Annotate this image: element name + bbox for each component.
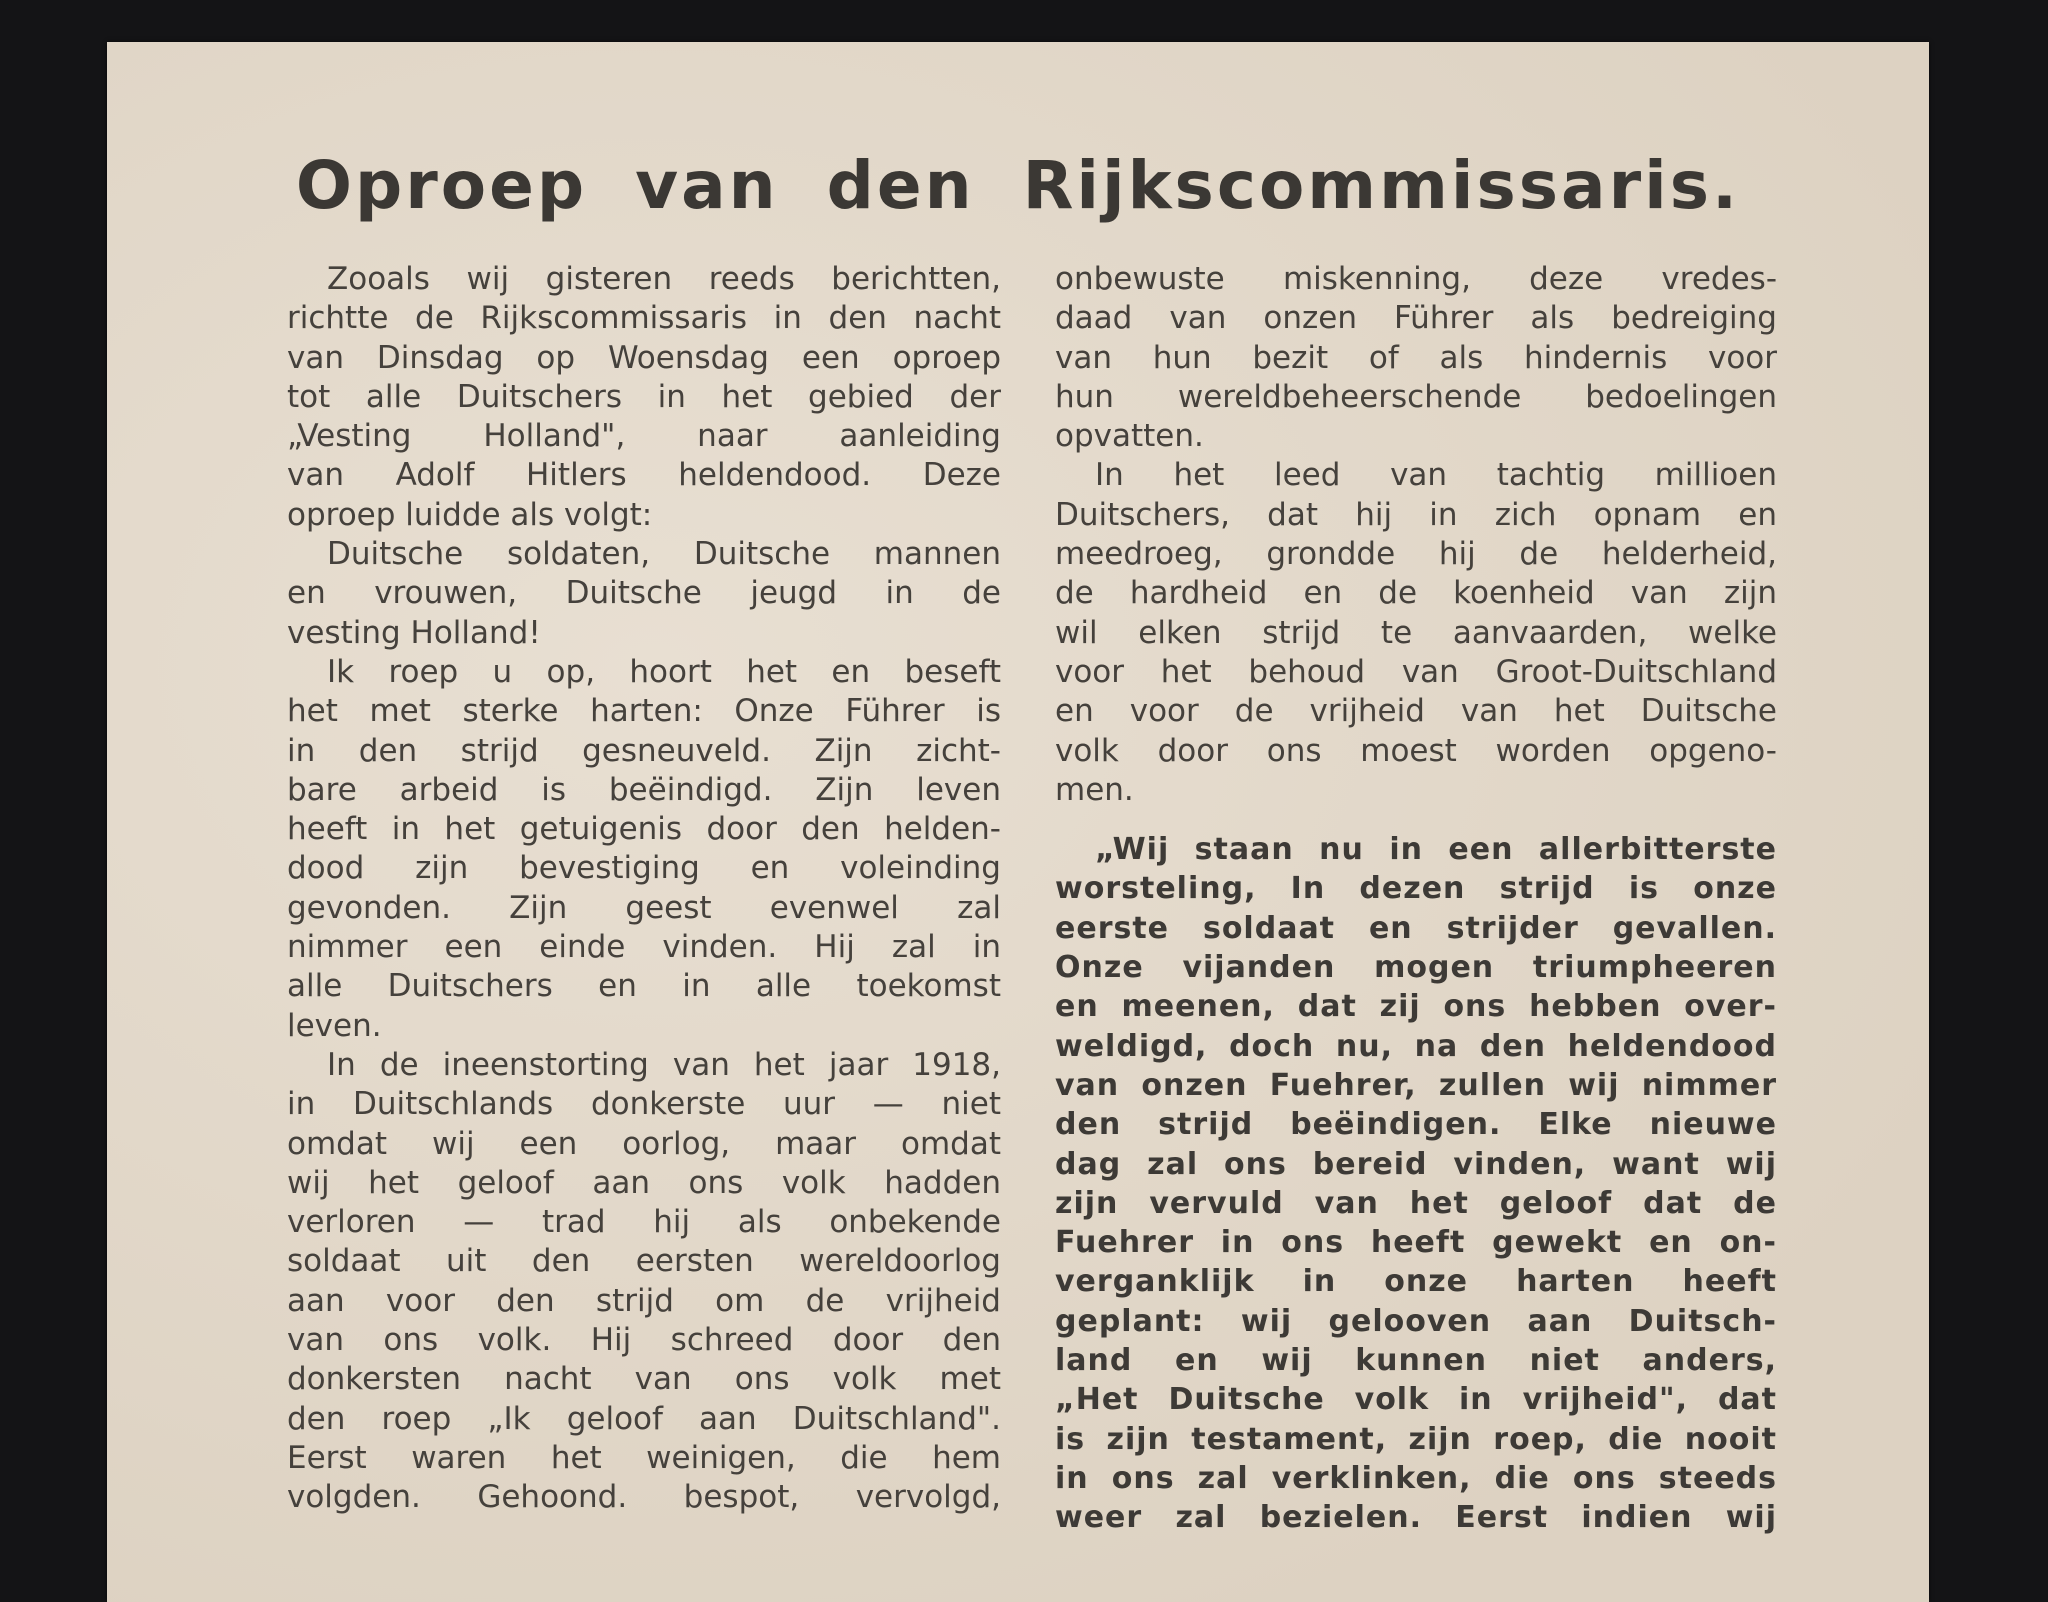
text-line: „Het Duitsche volk in vrijheid", dat [1055, 1382, 1777, 1418]
text-line: van ons volk. Hij schreed door den [287, 1322, 1001, 1359]
text-line: „Wij staan nu in een allerbitterste [1095, 832, 1777, 868]
text-line: verloren — trad hij als onbekende [287, 1204, 1001, 1241]
text-line: en vrouwen, Duitsche jeugd in de [287, 575, 1001, 612]
text-line: aan voor den strijd om de vrijheid [287, 1282, 1001, 1319]
text-line: in Duitschlands donkerste uur — niet [287, 1086, 1001, 1123]
text-line: alle Duitschers en in alle toekomst [287, 968, 1001, 1005]
text-line: donkersten nacht van ons volk met [287, 1361, 1001, 1398]
leaflet-page [107, 42, 1929, 1602]
text-line: soldaat uit den eersten wereldoorlog [287, 1243, 1001, 1280]
text-line: Onze vijanden mogen triumpheeren [1055, 950, 1777, 986]
text-line: dag zal ons bereid vinden, want wij [1055, 1146, 1777, 1182]
text-line: van Dinsdag op Woensdag een oproep [287, 339, 1001, 376]
text-line: zijn vervuld van het geloof dat de [1055, 1185, 1777, 1221]
text-line: dood zijn bevestiging en voleinding [287, 850, 1001, 887]
text-line: weer zal bezielen. Eerst indien wij [1055, 1500, 1777, 1536]
paragraph-gap [1055, 810, 1777, 830]
text-line: gevonden. Zijn geest evenwel zal [287, 889, 1001, 926]
text-line: voor het behoud van Groot-Duitschland [1055, 653, 1777, 690]
text-line: worsteling, In dezen strijd is onze [1055, 871, 1777, 907]
text-line: Duitschers, dat hij in zich opnam en [1055, 496, 1777, 533]
left-column [287, 260, 1001, 1518]
document-title: Oproep van den Rijkscommissaris. [295, 147, 1741, 224]
right-column [1055, 260, 1777, 1538]
text-line: verganklijk in onze harten heeft [1055, 1264, 1777, 1300]
text-line: de hardheid en de koenheid van zijn [1055, 575, 1777, 612]
text-line: het met sterke harten: Onze Führer is [287, 693, 1001, 730]
text-line: Eerst waren het weinigen, die hem [287, 1439, 1001, 1476]
text-line: opvatten. [1055, 418, 1204, 455]
text-line: en meenen, dat zij ons hebben over- [1055, 989, 1777, 1025]
text-line: nimmer een einde vinden. Hij zal in [287, 929, 1001, 966]
text-line: richtte de Rijkscommissaris in den nacht [287, 300, 1001, 337]
text-line: in ons zal verklinken, die ons steeds [1055, 1460, 1777, 1496]
text-line: den strijd beëindigen. Elke nieuwe [1055, 1107, 1777, 1143]
text-line: Ik roep u op, hoort het en beseft [327, 653, 1001, 690]
text-line: heeft in het getuigenis door den helden- [287, 811, 1001, 848]
text-line: bare arbeid is beëindigd. Zijn leven [287, 771, 1001, 808]
text-line: In de ineenstorting van het jaar 1918, [327, 1046, 1001, 1083]
text-line: vesting Holland! [287, 614, 541, 651]
text-line: geplant: wij gelooven aan Duitsch- [1055, 1303, 1777, 1339]
text-line: land en wij kunnen niet anders, [1055, 1343, 1777, 1379]
text-line: wil elken strijd te aanvaarden, welke [1055, 614, 1777, 651]
text-line: meedroeg, grondde hij de helderheid, [1055, 536, 1777, 573]
text-line: is zijn testament, zijn roep, die nooit [1055, 1421, 1777, 1457]
text-line: Duitsche soldaten, Duitsche mannen [327, 536, 1001, 573]
text-line: en voor de vrijheid van het Duitsche [1055, 693, 1777, 730]
text-line: volgden. Gehoond. bespot, vervolgd, [287, 1479, 1001, 1516]
text-line: onbewuste miskenning, deze vredes- [1055, 261, 1777, 297]
text-line: daad van onzen Führer als bedreiging [1055, 300, 1777, 337]
text-line: eerste soldaat en strijder gevallen. [1055, 910, 1777, 946]
text-line: men. [1055, 771, 1134, 808]
text-line: „Vesting Holland", naar aanleiding [287, 418, 1001, 455]
text-line: van hun bezit of als hindernis voor [1055, 339, 1777, 376]
text-line: oproep luidde als volgt: [287, 496, 653, 533]
text-line: In het leed van tachtig millioen [1095, 457, 1777, 494]
text-line: tot alle Duitschers in het gebied der [287, 378, 1001, 415]
text-line: weldigd, doch nu, na den heldendood [1055, 1028, 1777, 1064]
text-line: omdat wij een oorlog, maar omdat [287, 1125, 1001, 1162]
text-line: Fuehrer in ons heeft gewekt en on- [1055, 1225, 1777, 1261]
text-line: volk door ons moest worden opgeno- [1055, 732, 1777, 769]
text-line: wij het geloof aan ons volk hadden [287, 1164, 1001, 1201]
text-line: den roep „Ik geloof aan Duitschland". [287, 1400, 1001, 1437]
text-line: leven. [287, 1007, 382, 1044]
text-line: van Adolf Hitlers heldendood. Deze [287, 457, 1001, 494]
text-line: Zooals wij gisteren reeds berichtten, [327, 261, 1001, 297]
text-line: van onzen Fuehrer, zullen wij nimmer [1055, 1067, 1777, 1103]
text-line: in den strijd gesneuveld. Zijn zicht- [287, 732, 1001, 769]
text-line: hun wereldbeheerschende bedoelingen [1055, 378, 1777, 415]
